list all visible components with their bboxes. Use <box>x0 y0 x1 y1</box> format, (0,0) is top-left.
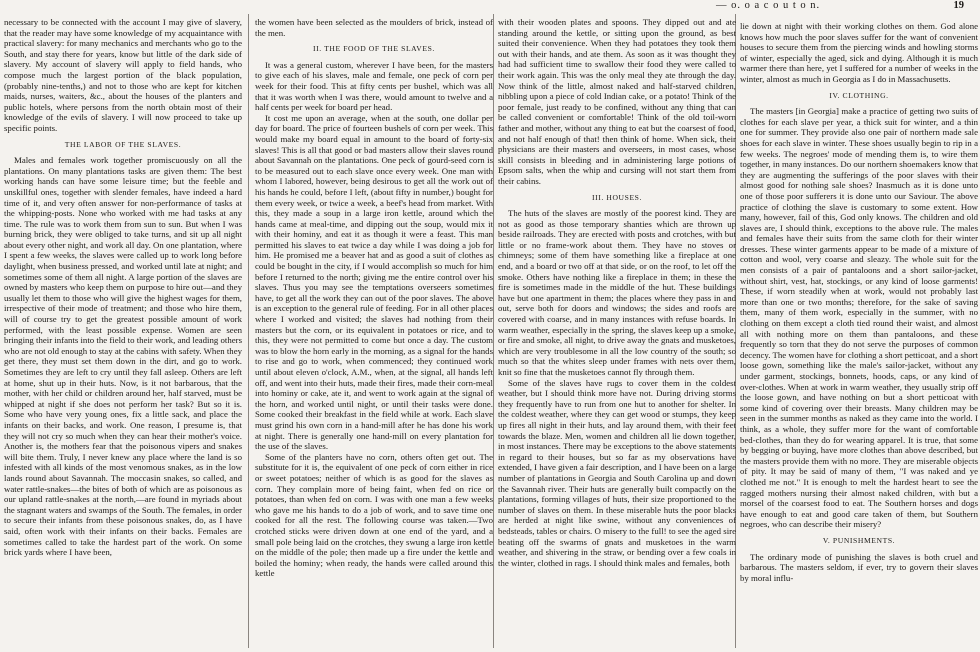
running-head-title: — o. o a c o u t o n. <box>716 0 821 11</box>
section-heading: THE LABOR OF THE SLAVES. <box>64 139 182 149</box>
section-heading: V. PUNISHMENTS. <box>822 535 896 545</box>
section-heading: II. THE FOOD OF THE SLAVES. <box>313 44 435 54</box>
paragraph: It was a general custom, wherever I have been, for the masters to give each of his slaves, male and female, one peck of corn per week for their food. This at fifty cents per bushel, which was all that it was worth when I was there, would amount to twelve and a half cents per week for board per head. <box>255 59 493 113</box>
paragraph: The masters [in Georgia] make a practice of getting two suits of clothes for each slave per year, a thick suit for winter, and a thin one for summer. They provide also one pair of northern made sale shoes for each slave in winter. These shoes usually begin to rip in a few weeks. The negroes' mode of mending them is, to wire them together, in many instances. Do our northern shoemakers know that they are augmenting the sufferings of the poor slaves with their almost good for nothing sale shoes? Inasmuch as it is done unto one of those poor sufferers it is done unto our Saviour. The above practice of clothing the slave is customary to some extent. How many, however, fail of this, God only knows. The children and old slaves are, I should think, exceptions to the above rule. The males and females have their suits from the same cloth for their winter dresses. These winter garments appear to be made of a mixture of cotton and wool, very coarse and sleazy. The whole suit for the men consists of a pair of pantaloons and a short sailor-jacket, without shirt, vest, hat, stockings, or any kind of loose garments! These, if worn steadily when at work, would not probably last more than one or two months; therefore, for the sake of saving them, many of them work, especially in the summer, with no clothing on them except a cloth tied round their waist, and almost all with nothing more on them than pantaloons, and these frequently so torn that they do not serve the purposes of common decency. The women have for clothing a short petticoat, and a short loose gown, something like the male's sailor-jacket, without any under garment, stockings, bonnets, hoods, caps, or any kind of over-clothes. When at work in warm weather, they usually strip off the loose gown, and have nothing on but a short petticoat with some kind of covering over their breasts. Many children may be seen in the summer months as naked as they came into the world. I think, as a whole, they suffer more for the want of comfortable bed-clothes, than they do for wearing apparel. It is true, that some by begging or buying, have more clothes than above described, but the masters provide them with no more. They are miserable objects of pity. It may be said of many of them, "I was naked and ye clothed me not." It is enough to melt the hardest heart to see the ragged mothers nursing their almost naked children, with but a morsel of the coarsest food to eat. The Southern horses and dogs have enough to eat and good care taken of them, but Southern negroes, who can describe their misery? <box>740 106 978 530</box>
text-column-4 <box>740 21 978 647</box>
paragraph: It cost me upon an average, when at the south, one dollar per day for board. The price of fourteen bushels of corn per week. This would make my board equal in amount to the board of forty-six slaves! This is all that good or bad masters allow their slaves round about Savannah on the plantations. One peck of gourd-seed corn is to be measured out to each slave once every week. One man with whom I labored, however, being desirous to get all the work out of his hands he could, before I left, (about fifty in number,) bought for them every week, or twice a week, a beef's head from market. With this, they made a soup in a large iron kettle, around which the hands came at meal-time, and dipping out the soup, would mix it with their hominy, and eat it as though it were a feast. This man permitted his slaves to eat twice a day while I was doing a job for him. He promised me a beaver hat and as good a suit of clothes as could be bought in the city, if I would accomplish so much for him before I returned to the north; giving me the entire control over his slaves. Thus you may see the temptations overseers sometimes have, to get all the work they can out of the poor slaves. The above is an exception to the general rule of feeding. For in all other places where I worked and visited; the slaves had nothing from their masters but the corn, or its equivalent in potatoes or rice, and to this, they were not permitted to come but once a day. The custom was to blow the horn early in the morning, as a signal for the hands to rise and go to work, when commenced; they continued work until about eleven o'clock, A.M., when, at the signal, all hands left off, and went into their huts, made their fires, made their corn-meal into hominy or cake, ate it, and went to work again at the signal of the horn, and worked until night, or until their tasks were done. Some cooked their breakfast in the field while at work. Each slave must grind his own corn in a hand-mill after he has done his work at night. There is generally one hand-mill on every plantation for the use of the slaves. <box>255 112 493 452</box>
text-column-2 <box>255 17 493 647</box>
paragraph: the women have been selected as the moulders of brick, instead of the men. <box>255 17 493 38</box>
section-heading: III. HOUSES. <box>591 192 643 202</box>
text-column-1 <box>4 17 242 647</box>
section-heading: IV. CLOTHING. <box>829 90 889 100</box>
paragraph: Males and females work together promiscuously on all the plantations. On many plantations tasks are given them: The best working hands can have some leisure time; but the feeble and unskillful ones, together with slender females, have indeed a hard time of it, and very often answer for non-performance of tasks at the whipping-posts. None who worked with me had tasks at any time. The rule was to work them from sun to sun. But when I was burning brick, they were obliged to take turns, and sit up all night about every other night, and work all day. On one plantation, where I spent a few weeks, the slaves were called up to work long before daylight, when business pressed, and worked until late at night; and sometimes some of them all night. A large portion of the slaves are owned by masters who keep them on purpose to hire out—and they usually let them to those who will give the highest wages for them, irrespective of their mode of treatment; and those who hire them, will of course try to get the greatest possible amount of work performed, with the least possible expense. Women are seen bringing their infants into the field to their work, and leading others who are not old enough to stay at the cabins with safety. When they get there, they must set them down in the dirt, and go to work. Sometimes they are left to cry until they fall asleep. Others are left at home, shut up in their huts. Now, is it not barbarous, that the mother, with her child or children around her, half starved, must be whipped at night if she does not perform her task? But so it is. Some who have very young ones, fix a little sack, and place the infants on their backs, and work. One reason, I presume is, that they will not cry so much when they can hear their mother's voice. Another is, the mothers fear that the poisonous vipers and snakes will bite them. Truly, I never knew any place where the land is so infested with all kinds of the most venomous snakes, as in the low lands round about Savannah. The moccasin snakes, so called, and water rattle-snakes—the bites of both of which are as poisonous as our upland rattle-snakes at the north,—are found in myriads about the stagnant waters and swamps of the South. The females, in order to secure their infants from these poisonous snakes, do, as I have said, often work with their infants on their backs. Females are sometimes called to take the hardest part of the work. On some brick yards where I have been, <box>4 155 242 558</box>
paragraph: The ordinary mode of punishing the slaves is both cruel and barbarous. The masters seldom, if ever, try to govern their slaves by moral influ- <box>740 551 978 583</box>
text-column-3 <box>498 17 736 647</box>
paragraph: The huts of the slaves are mostly of the poorest kind. They are not as good as those temporary shanties which are thrown up beside railroads. They are erected with posts and crotches, with but little or no frame-work about them. They have no stoves or chimneys; some of them have something like a fireplace at one end, and a board or two off at that side, or on the roof, to let off the smoke. Others have nothing like a fireplace in them; in these the fire is sometimes made in the middle of the hut. These buildings have but one apartment in them; the places where they pass in and out, serve both for doors and windows; the sides and roofs are covered with coarse, and in many instances with refuse boards. In warm weather, especially in the spring, the slaves keep up a smoke, or fire and smoke, all night, to drive away the gnats and musketoes, which are very troublesome in all the low country of the south; so much so that the whites sleep under frames with nets over them, knit so fine that the musketoes cannot fly through them. <box>498 208 736 377</box>
column-divider <box>493 14 494 648</box>
page-number: 19 <box>953 0 964 11</box>
paragraph: Some of the planters have no corn, others often get out. The substitute for it is, the equivalent of one peck of corn either in rice or sweet potatoes; neither of which is as good for the slaves as corn. They complain more of being faint, when fed on rice or potatoes, than when fed on corn. I was with one man a few weeks who gave me his hands to do a job of work, and to save time one cooked for all the rest. The following course was taken.—Two crotched sticks were driven down at one end of the yard, and a small pole being laid on the crotches, they swung a large iron kettle on the middle of the pole; then made up a fire under the kettle and boiled the hominy; when ready, the hands were called around this kettle <box>255 451 493 579</box>
paragraph: lie down at night with their working clothes on them. God alone knows how much the poor slaves suffer for the want of convenient houses to secure them from the piercing winds and howling storms of winter, especially the aged, sick and dying. Although it is much warmer there than here, yet I suffered for a number of weeks in the winter, almost as much in Georgia as I do in Massachusetts. <box>740 21 978 84</box>
paragraph: Some of the slaves have rugs to cover them in the coldest weather, but I should think more have not. During driving storms they frequently have to run from one hut to another for shelter. In the coldest weather, where they can get wood or stumps, they keep up fires all night in their huts, and lay around them, with their feet towards the blaze. Men, women and children all lie down together, in most instances. There may be exceptions to the above statements in regard to their houses, but so far as my observations have extended, I have given a fair description, and I have been on a large number of plantations in Georgia and South Carolina up and down the Savannah river. Their huts are generally built compactly on the plantations, forming villages of huts, their size proportioned to the number of slaves on them. In these miserable huts the poor blacks are herded at night like swine, without any conveniences of bedsteads, tables or chairs. O misery to the full! to see the aged sire beating off the swarms of gnats and musketoes in the warm weather, and shivering in the straw, or bending over a few coals in the winter, clothed in rags. I should think males and females, both <box>498 377 736 568</box>
paragraph: with their wooden plates and spoons. They dipped out and ate standing around the kettle, or sitting upon the ground, as best suited their convenience. When they had potatoes they took them out with their hands, and ate them. As soon as it was thought they had had sufficient time to swallow their food they were called to their work again. This was the only meal they ate through the day. Now think of the little, almost naked and half-starved children, nibbling upon a piece of cold Indian cake, or a potato! Think of the poor female, just ready to be confined, without any thing that can be called convenient or comfortable! Think of the old toil-worn father and mother, without any thing to eat but the coarsest of food, and not half enough of that! then think of home. When sick, their physicians are their masters and overseers, in most cases, whose skill consists in bleeding and in administering large potions of Epsom salts, when the whip and cursing will not start them from their cabins. <box>498 17 736 186</box>
paragraph: necessary to be connected with the account I may give of slavery, that the reader may have some knowledge of my acquaintance with practical slavery: for many mechanics and merchants who go to the South, and stay there for years, know but little of the dark side of slavery. My account of slavery will apply to field hands, who compose much the largest portion of the black population, (probably nine-tenths,) and not to those who are kept for kitchen maids, nurses, waiters, &c., about the houses of the planters and public hotels, where persons from the north obtain most of their knowledge of the evils of slavery. I will now proceed to take up specific points. <box>4 17 242 133</box>
running-head <box>716 0 964 16</box>
column-divider <box>248 14 249 648</box>
